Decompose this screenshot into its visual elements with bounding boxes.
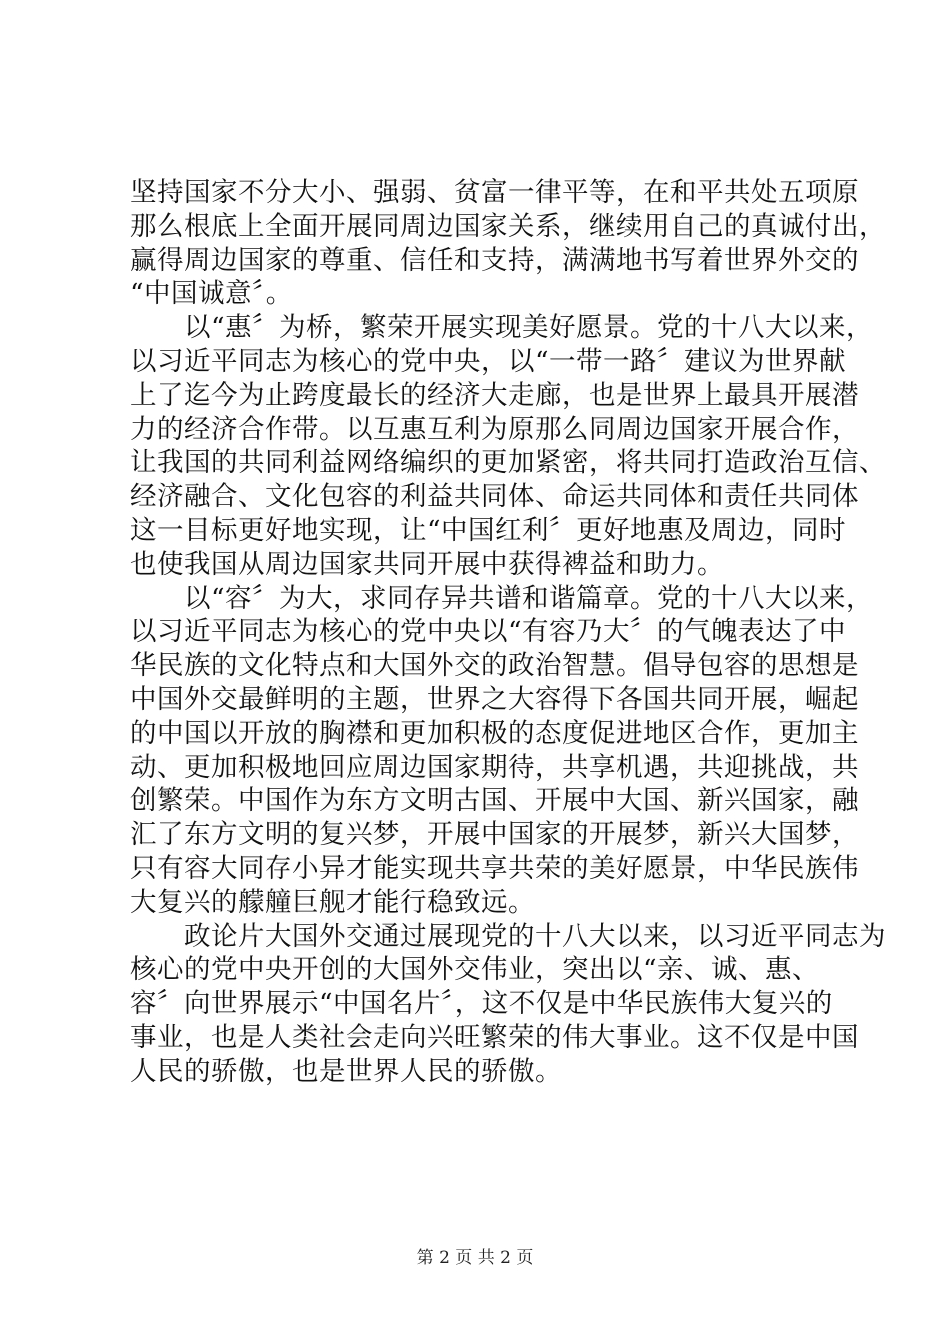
- text-line: 那么根底上全面开展同周边国家关系，继续用自己的真诚付出，: [130, 210, 886, 242]
- text-line: 力的经济合作带。以互惠互利为原那么同周边国家开展合作，: [130, 413, 859, 445]
- text-line: 以“容〞为大，求同存异共谱和谐篇章。党的十八大以来，: [130, 582, 874, 614]
- text-line: 经济融合、文化包容的利益共同体、命运共同体和责任共同体: [130, 481, 859, 513]
- text-line: 赢得周边国家的尊重、信任和支持，满满地书写着世界外交的: [130, 244, 859, 276]
- text-line: 汇了东方文明的复兴梦，开展中国家的开展梦，新兴大国梦，: [130, 819, 859, 851]
- text-line: 上了迄今为止跨度最长的经济大走廊，也是世界上最具开展潜: [130, 379, 859, 411]
- text-line: 人民的骄傲，也是世界人民的骄傲。: [130, 1055, 562, 1087]
- text-line: 以习近平同志为核心的党中央以“有容乃大〞的气魄表达了中: [130, 616, 847, 648]
- text-line: 中国外交最鲜明的主题，世界之大容得下各国共同开展，崛起: [130, 683, 859, 715]
- body-text: [130, 176, 886, 1089]
- text-line: 创繁荣。中国作为东方文明古国、开展中大国、新兴国家，融: [130, 785, 859, 817]
- text-line: 以习近平同志为核心的党中央，以“一带一路〞建议为世界献: [130, 345, 847, 377]
- text-line: 坚持国家不分大小、强弱、贫富一律平等，在和平共处五项原: [130, 177, 859, 208]
- text-line: “中国诚意〞。: [130, 278, 293, 310]
- text-line: 事业，也是人类社会走向兴旺繁荣的伟大事业。这不仅是中国: [130, 1021, 859, 1053]
- text-line: 这一目标更好地实现，让“中国红利〞更好地惠及周边，同时: [130, 514, 847, 546]
- text-line: 核心的党中央开创的大国外交伟业，突出以“亲、诚、惠、: [130, 954, 820, 986]
- text-line: 政论片大国外交通过展现党的十八大以来，以习近平同志为: [130, 920, 886, 952]
- text-line: 以“惠〞为桥，繁荣开展实现美好愿景。党的十八大以来，: [130, 312, 874, 344]
- text-line: 动、更加积极地回应周边国家期待，共享机遇，共迎挑战，共: [130, 751, 859, 783]
- text-line: 容〞向世界展示“中国名片〞，这不仅是中华民族伟大复兴的: [130, 988, 833, 1020]
- page-number-footer: 第 2 页 共 2 页: [416, 1248, 534, 1268]
- text-line: 让我国的共同利益网络编织的更加紧密，将共同打造政治互信、: [130, 447, 886, 479]
- text-line: 只有容大同存小异才能实现共享共荣的美好愿景，中华民族伟: [130, 852, 859, 884]
- text-line: 华民族的文化特点和大国外交的政治智慧。倡导包容的思想是: [130, 650, 859, 682]
- text-line: 也使我国从周边国家共同开展中获得裨益和助力。: [130, 548, 724, 580]
- text-line: 大复兴的艨艟巨舰才能行稳致远。: [130, 886, 535, 918]
- text-line: 的中国以开放的胸襟和更加积极的态度促进地区合作，更加主: [130, 717, 859, 749]
